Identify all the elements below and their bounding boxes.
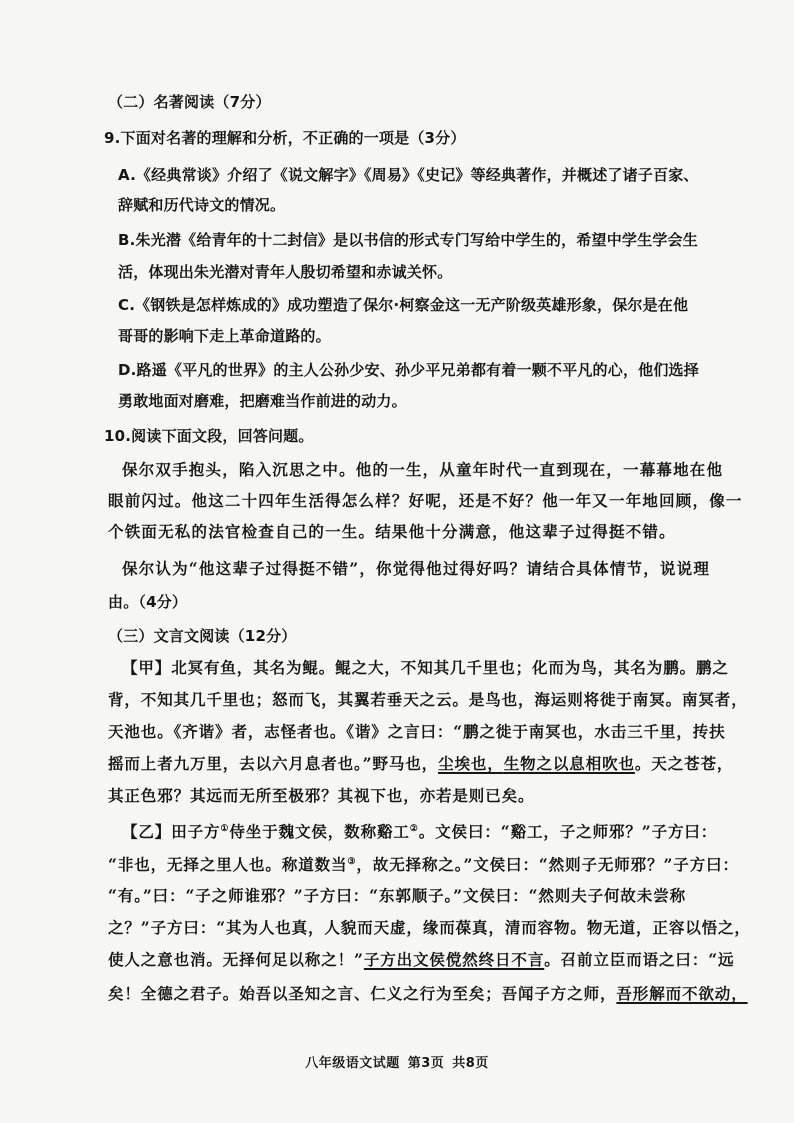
question-10-stem: 10.阅读下面文段，回答问题。	[104, 427, 314, 445]
q10-question-line-2: 由。（4分）	[108, 593, 188, 611]
option-d-line-2: 勇敢地面对磨难，把磨难当作前进的动力。	[118, 392, 407, 410]
yi-line-6	[108, 984, 748, 1004]
option-d-line-1: D.路遥《平凡的世界》的主人公孙少安、孙少平兄弟都有着一颗不平凡的心，他们选择	[118, 361, 699, 379]
jia-line-5: 其正色邪？其远而无所至极邪？其视下也，亦若是则已矣。	[108, 786, 535, 805]
jia-line-3: 天池也。《齐谐》者，志怪者也。《谐》之言曰：“鹏之徙于南冥也，水击三千里，抟扶	[108, 722, 726, 741]
yi-line-6-a: 矣！全德之君子。始吾以圣知之言、仁义之行为至矣；吾闻子方之师，	[108, 984, 617, 1003]
yi-underlined-sentence-2: 吾形解而不欲动，	[616, 984, 748, 1003]
section-heading-classics: （二）名著阅读（7分）	[108, 93, 271, 111]
jia-line-1: 【甲】北冥有鱼，其名为鲲。鲲之大，不知其几千里也；化而为鸟，其名为鹏。鹏之	[122, 658, 729, 677]
yi-line-5-a: 使人之意也消。无择何足以称之！”	[108, 950, 364, 969]
yi-line-4: 之？”子方曰：“其为人也真，人貌而天虚，缘而葆真，清而容物。物无道，正容以悟之，	[108, 918, 751, 937]
passage-line-1: 保尔双手抱头，陷入沉思之中。他的一生，从童年时代一直到现在，一幕幕地在他	[122, 460, 724, 479]
yi-line-1-c: 。文侯曰：“谿工，子之师邪？”子方曰：	[418, 822, 718, 841]
yi-line-1	[122, 822, 717, 842]
jia-underlined-dust: 尘埃也，	[438, 754, 504, 773]
option-c-line-2: 哥哥的影响下走上革命道路的。	[118, 327, 331, 345]
footnote-marker-2: ②	[409, 823, 419, 834]
yi-line-1-a: 【乙】田子方	[122, 822, 221, 841]
yi-line-2-b: ，故无择称之。”文侯曰：“然则子无师邪？”子方曰：	[356, 855, 739, 874]
jia-line-4-text-b: 。天之苍苍，	[634, 754, 734, 773]
page-footer	[0, 1052, 794, 1071]
footer-title: 八年级语文试题	[305, 1056, 400, 1071]
yi-line-3: “有。”曰：“子之师谁邪？”子方曰：“东郭顺子。”文侯曰：“然则夫子何故未尝称	[108, 886, 687, 905]
option-b-line-2: 活，体现出朱光潜对青年人殷切希望和赤诚关怀。	[118, 263, 453, 281]
passage-line-3: 个铁面无私的法官检查自己的一生。结果他十分满意，他这辈子过得挺不错。	[108, 522, 676, 541]
passage-line-2: 眼前闪过。他这二十四年生活得怎么样？好呢，还是不好？他一年又一年地回顾，像一	[108, 491, 743, 510]
yi-underlined-sentence-1: 子方出文侯傥然终日不言	[363, 950, 545, 969]
option-a-line-2: 辞赋和历代诗文的情况。	[118, 196, 286, 214]
jia-line-4	[108, 754, 733, 774]
section-heading-classical-chinese: （三）文言文阅读（12分）	[108, 627, 297, 645]
yi-line-5	[108, 950, 734, 970]
option-c-line-1: C.《钢铁是怎样炼成的》成功塑造了保尔·柯察金这一无产阶级英雄形象，保尔是在他	[118, 296, 689, 314]
yi-line-1-b: 侍坐于魏文侯，数称谿工	[229, 822, 410, 841]
jia-line-4-text-a: 摇而上者九万里，去以六月息者也。”野马也，	[108, 754, 439, 773]
yi-line-2-a: “非也，无择之里人也。称道数当	[108, 855, 348, 874]
footnote-marker-1: ①	[220, 823, 230, 834]
footer-page-number: 第3页	[407, 1056, 445, 1071]
jia-underlined-breath: 生物之以息相吹也	[503, 754, 635, 773]
q10-question-line-1: 保尔认为“他这辈子过得挺不错”，你觉得他过得好吗？请结合具体情节，说说理	[122, 559, 711, 578]
jia-line-2: 背，不知其几千里也；怒而飞，其翼若垂天之云。是鸟也，海运则将徙于南冥。南冥者，	[108, 690, 748, 709]
footnote-marker-3: ③	[347, 856, 357, 867]
question-9-stem: 9.下面对名著的理解和分析，不正确的一项是（3分）	[104, 129, 466, 147]
option-a-line-1: A.《经典常谈》介绍了《说文解字》《周易》《史记》等经典著作，并概述了诸子百家、	[118, 166, 699, 184]
yi-line-5-b: 。召前立臣而语之曰：“远	[544, 950, 735, 969]
yi-line-2	[108, 855, 739, 875]
option-b-line-1: B.朱光潜《给青年的十二封信》是以书信的形式专门写给中学生的，希望中学生学会生	[118, 231, 698, 249]
footer-total-pages: 共8页	[452, 1056, 489, 1071]
